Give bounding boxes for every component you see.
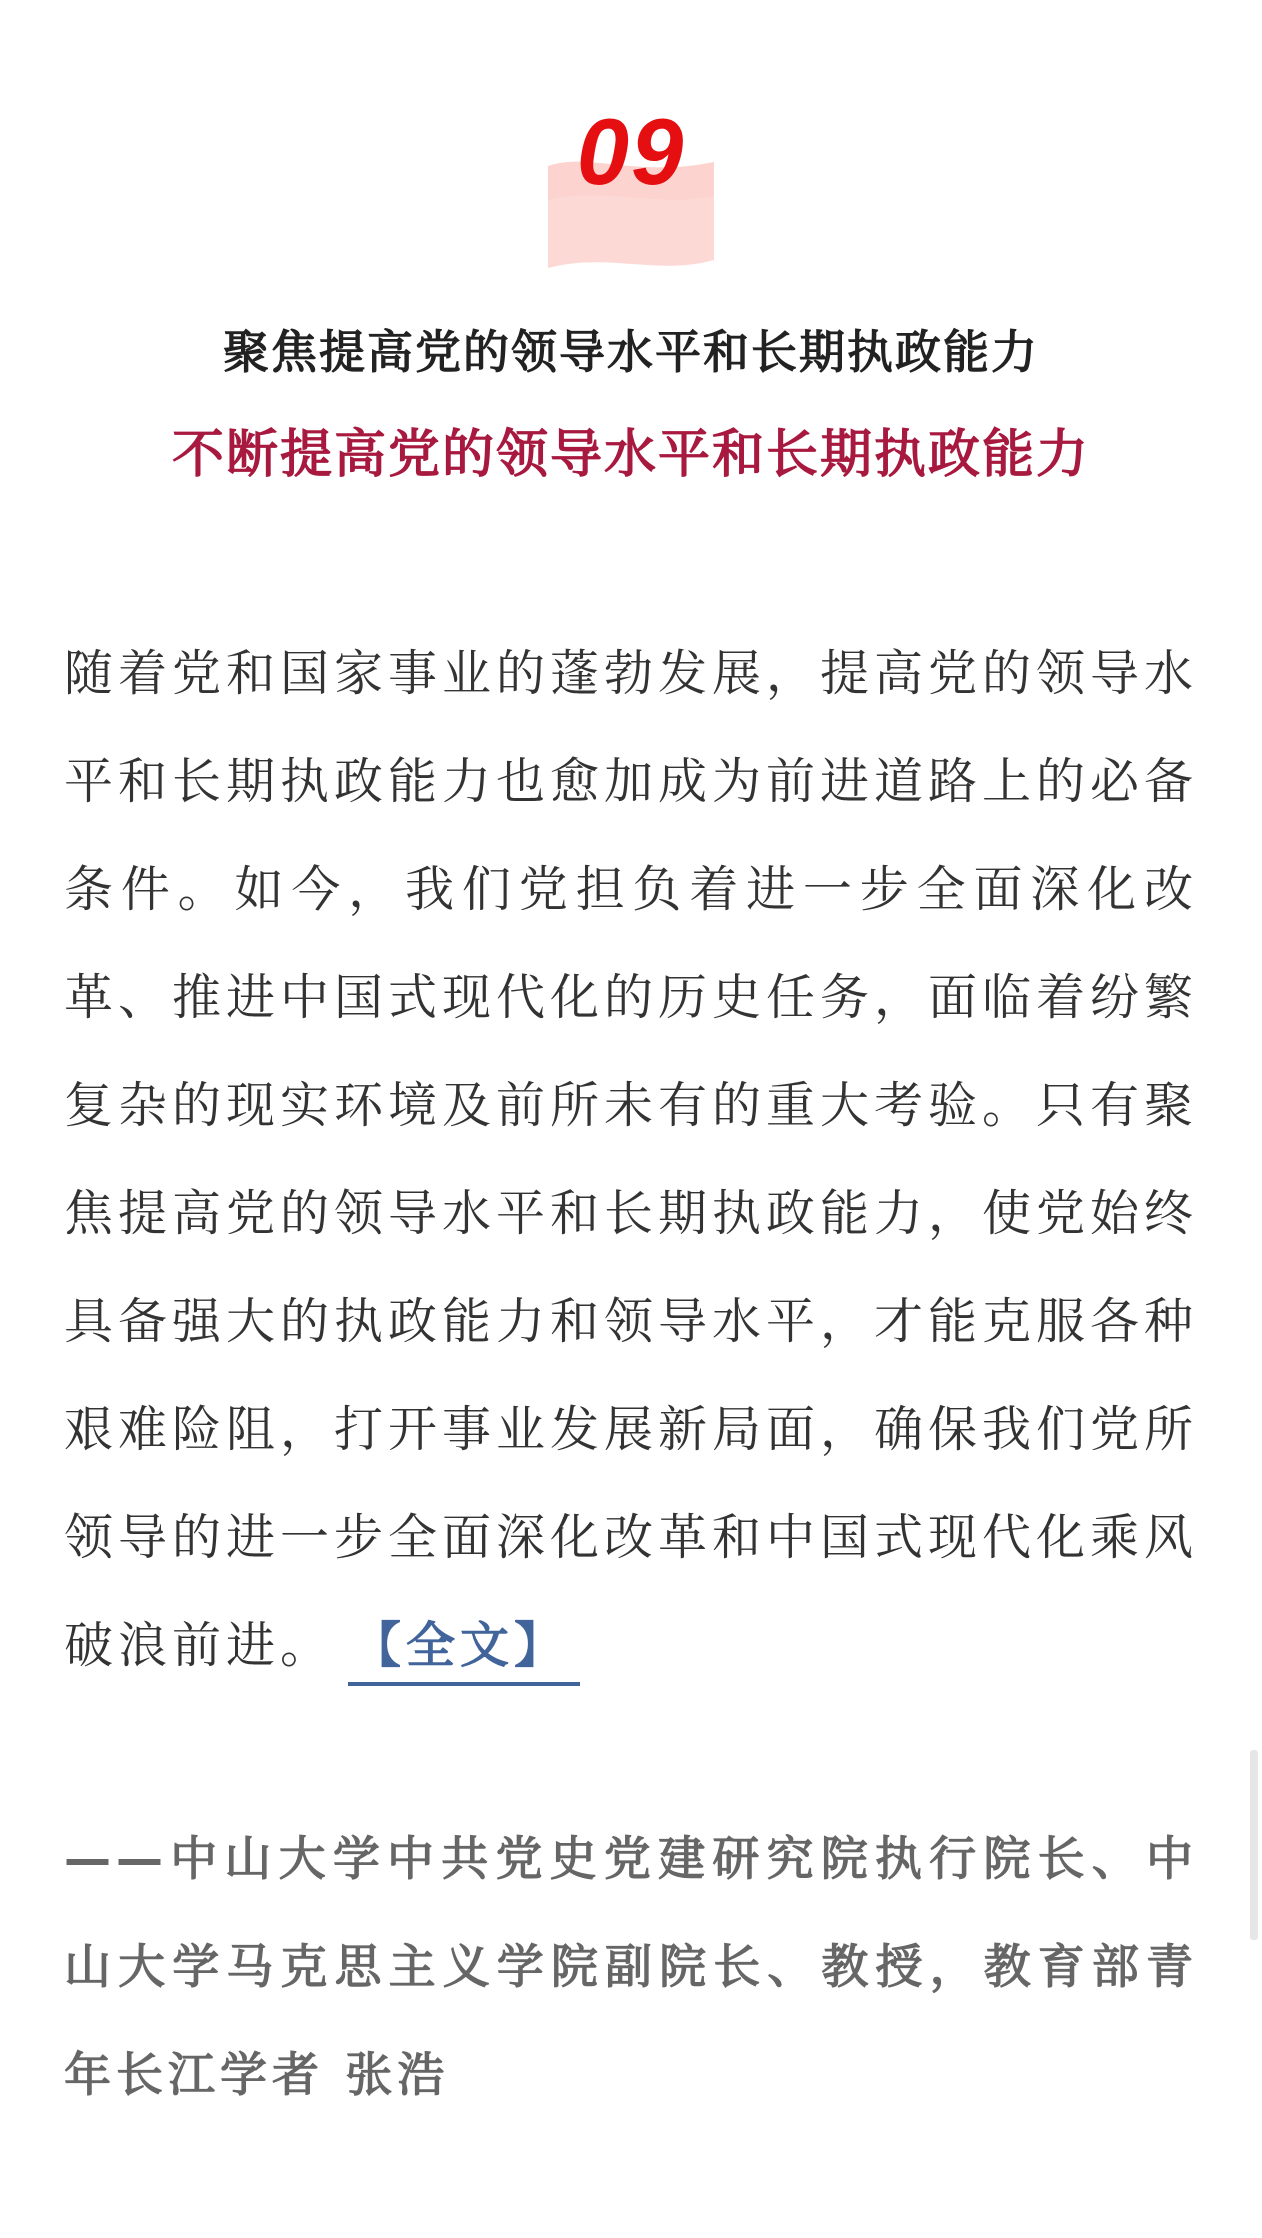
section-subheading: 不断提高党的领导水平和长期执政能力 [171,425,1090,485]
full-text-link[interactable]: 【全文】 [348,1617,580,1686]
article-paragraph [64,620,1198,1700]
section-number-badge [548,99,714,274]
scrollbar[interactable] [1250,1750,1258,1940]
section-heading: 聚焦提高党的领导水平和长期执政能力 [223,325,1039,379]
author-attribution: ——中山大学中共党史党建研究院执行院长、中山大学马克思主义学院副院长、教授，教育部青年长江学者 张浩 [64,1832,1198,2103]
paragraph-text: 随着党和国家事业的蓬勃发展，提高党的领导水平和长期执政能力也愈加成为前进道路上的必备条件。如今，我们党担负着进一步全面深化改革、推进中国式现代化的历史任务，面临着纷繁复杂的现实环境及前所未有的重大考验。只有聚焦提高党的领导水平和长期执政能力，使党始终具备强大的执政能力和领导水平，才能克服各种艰难险阻，打开事业发展新局面，确保我们党所领导的进一步全面深化改革和中国式现代化乘风破浪前进。 [64,645,1199,1674]
section-number: 09 [576,99,686,204]
